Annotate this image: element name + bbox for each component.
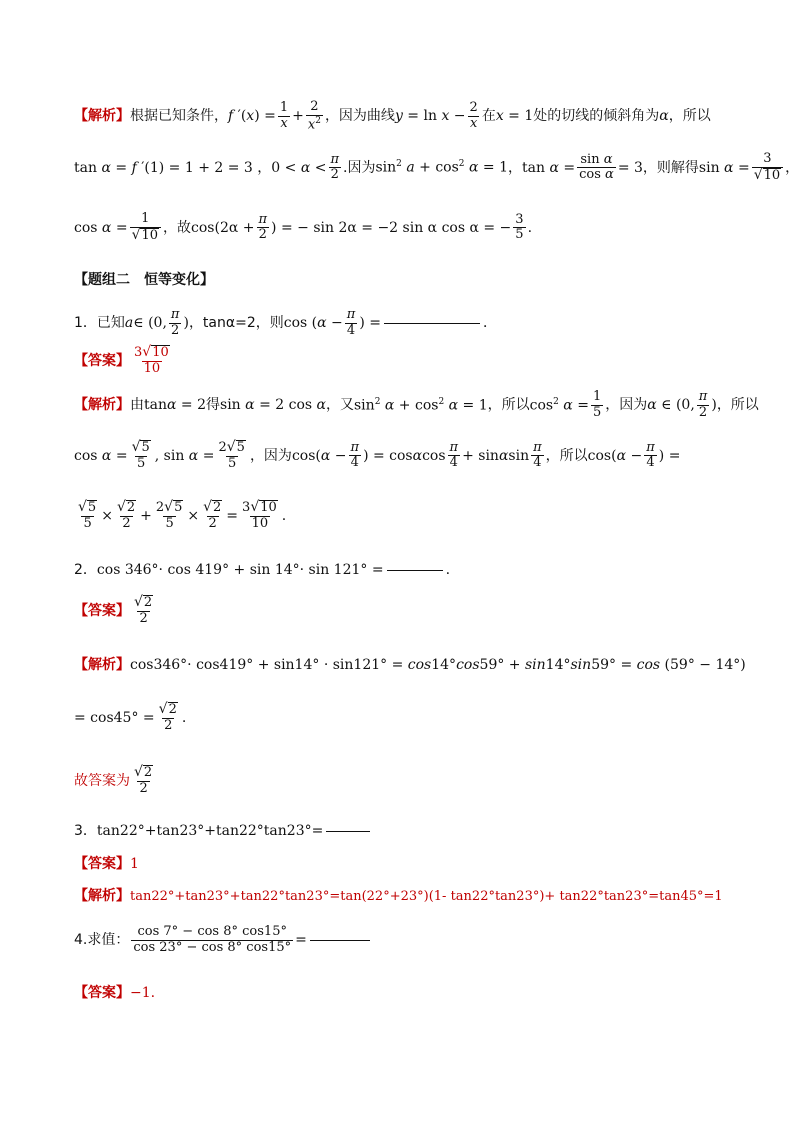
- answer-line-1: 【答案】 3 √ 10 10: [74, 344, 169, 376]
- analysis-line-2: tan α = f ′(1) = 1 + 2 = 3 ，0 < α < $\frac{\pi}{2}$ . 因为 $\sin^2 a + \cos^2 \alpha = 1$ ， tan α = $\frac{\text{sin α}}{\text{cos α}}$ = 3 ，则解得 sin α = 3 √ 10 ，: [74, 151, 799, 183]
- question-1: 1． 已知 a ∈ (0, $\frac{\pi}{2}$ ) ，tanα=2，则 cos (α − $\frac{\pi}{4}$ ) = ．: [74, 307, 497, 338]
- answer-line-4: 【答案】 −1.: [74, 985, 156, 1001]
- question-4: 4. 求值： $\frac{\cos 7^\circ - \cos 8^\circ \cos 15^\circ}{\cos 23^\circ - \cos 8^\circ \cos 15^\circ}$ =: [74, 925, 754, 956]
- analysis-line-q2-2: = cos45° = √ 2 2 .: [74, 701, 187, 733]
- answer-blank[interactable]: [387, 569, 443, 571]
- analysis-line-q1-3: √ 5 5 × √ 2 2 + 2 √ 5 5 × √ 2 2 = 3 √ 10 10 .: [78, 499, 287, 531]
- question-2: 2． cos 346°· cos 419° + sin 14°· sin 121° = .: [74, 562, 451, 578]
- analysis-line-3: cos α = 1 √ 10 ，故 cos(2α + $\frac{\pi}{2}$ ) = − sin 2α = −2 sin α cos α = − $\frac{3}{5}$ .: [74, 211, 533, 243]
- derivative-formula: f ′(x) =: [228, 108, 276, 125]
- analysis-line-q1-1: 【解析】 由 tanα = 2 得 sin α = 2 cos α ，又 $\sin^2 \alpha + \cos^2 \alpha = 1$ ，所以 $\cos^2 \alpha$ = $\frac{1}{5}$ ，因为 α ∈ (0, $\frac{\pi}{2}$ ) ，所以: [74, 389, 759, 420]
- question-3: 3． tan22°+tan23°+tan22°tan23°=: [74, 823, 754, 840]
- group-title: 【题组二 恒等变化】: [74, 272, 214, 288]
- analysis-line-q1-2: cos α = √ 5 5 , sin α = 2 √ 5 5 ，因为 cos(α − $\frac{\pi}{4}$ ) = cosαcos $\frac{\pi}{4}$ + sinαsin $\frac{\pi}{4}$ ，所以 cos(α − $\frac{\pi}{4}$ ) =: [74, 439, 681, 471]
- answer-blank[interactable]: [326, 830, 370, 832]
- answer-blank[interactable]: [310, 939, 370, 941]
- q2-conclusion: 故答案为 √ 2 2: [74, 764, 153, 796]
- analysis-line-q3: 【解析】 tan22°+tan23°+tan22°tan23°=tan(22°+23°)(1- tan22°tan23°)+ tan22°tan23°=tan45°=1: [74, 888, 723, 904]
- answer-line-2: 【答案】 √ 2 2: [74, 594, 153, 626]
- answer-tag: 【答案】: [74, 352, 130, 369]
- analysis-line-q2-1: 【解析】 cos346°· cos419° + sin14° · sin121° = cos14°cos59° + sin14°sin59° = cos (59° − 14°): [74, 657, 746, 673]
- answer-line-3: 【答案】 1: [74, 856, 139, 872]
- analysis-tag: 【解析】: [74, 108, 130, 125]
- analysis-line-1: 【解析】 根据已知条件， f ′(x) = $\frac{1}{x}$ + $\frac{2}{x^2}$ ，因为曲线 y = ln x − $\frac{2}{x}$ 在 x = 1 处的切线的倾斜角为 α ，所以: [74, 99, 711, 133]
- curve-formula: y = ln x −: [394, 108, 466, 125]
- answer-blank[interactable]: [384, 322, 480, 324]
